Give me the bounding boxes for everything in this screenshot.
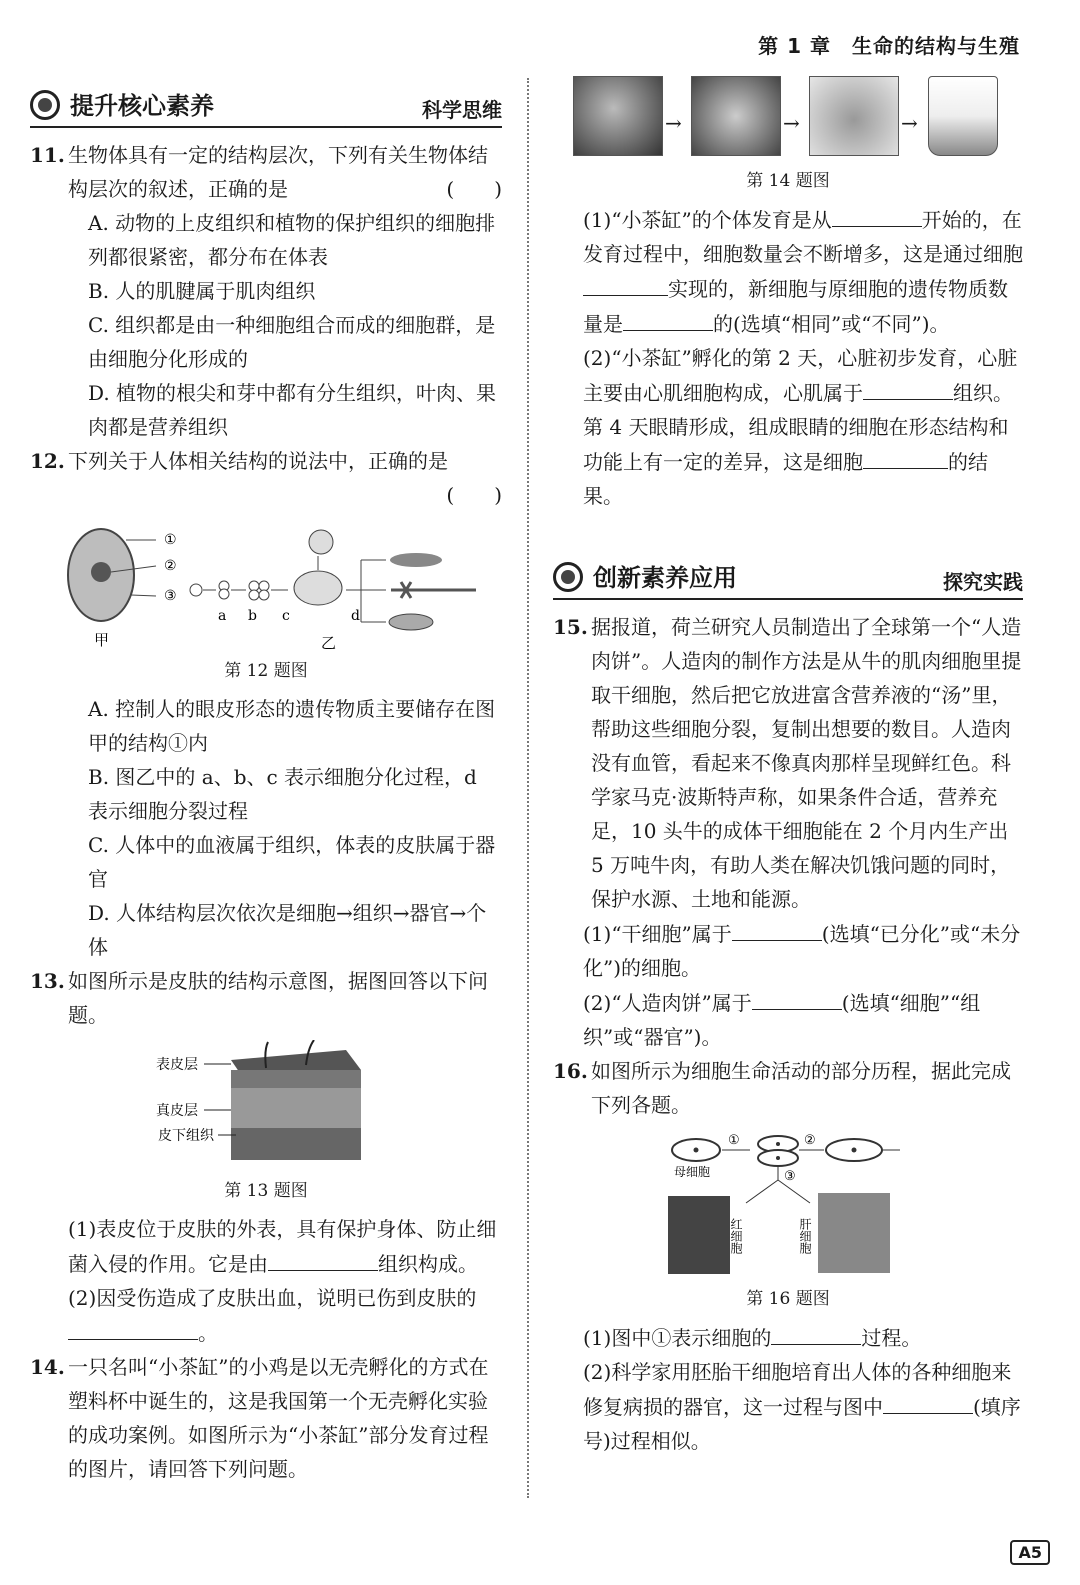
- option: [30, 828, 502, 896]
- step-1: ①: [728, 1133, 740, 1148]
- marker-3: ③: [164, 588, 177, 604]
- question-number: 11.: [30, 143, 65, 167]
- answer-paren: ( ): [446, 483, 502, 507]
- answer-blank[interactable]: [832, 202, 922, 227]
- figure-12: [56, 520, 476, 650]
- sub-text: 。: [198, 1321, 218, 1345]
- section-badge-icon: [30, 90, 60, 120]
- muscle-cell: [390, 553, 442, 567]
- question-13: [30, 964, 502, 1032]
- question-15: [553, 610, 1023, 916]
- sub-text: 的结果。: [583, 450, 988, 508]
- arrow-icon: →: [901, 111, 918, 135]
- liver-cells-photo: [818, 1193, 890, 1273]
- sub-text: (1)“小茶缸”的个体发育是从: [583, 208, 832, 232]
- sub-question: [553, 916, 1023, 985]
- nerve-cell: [391, 582, 476, 598]
- label-dermis: 真皮层: [156, 1103, 198, 1119]
- question-11: [30, 138, 502, 206]
- answer-blank[interactable]: [268, 1246, 378, 1271]
- section-core-header: [30, 86, 502, 128]
- blood-cells: [389, 614, 433, 630]
- option: [30, 760, 502, 828]
- sub-text: (填序号)过程相似。: [583, 1395, 1021, 1453]
- figure-caption: 第 14 题图: [746, 171, 830, 191]
- egg-photo-3: [809, 76, 899, 156]
- figure-caption: 第 13 题图: [224, 1181, 308, 1201]
- sub-text: (2)“小茶缸”孵化的第 2 天，心脏初步发育，心脏主要由心肌细胞构成，心肌属于: [583, 346, 1018, 405]
- option: [30, 206, 502, 274]
- left-column: [30, 138, 502, 1486]
- question-number: 14.: [30, 1355, 65, 1379]
- sub-text: 组织构成。: [378, 1252, 478, 1276]
- dermis-block: [231, 1088, 361, 1128]
- sub-question: [553, 1320, 1023, 1355]
- arrow-icon: →: [665, 111, 682, 135]
- marker-1: ①: [164, 532, 177, 548]
- egg-photo-1: [573, 76, 663, 156]
- figure-16: [668, 1128, 908, 1278]
- epidermis-block: [231, 1070, 361, 1088]
- sub-question: [553, 341, 1023, 513]
- option-text: D. 人体结构层次依次是细胞→组织→器官→个体: [88, 901, 487, 959]
- answer-blank[interactable]: [583, 271, 668, 296]
- pointer-line: [131, 595, 156, 596]
- sub-question: [553, 985, 1023, 1054]
- figure-12-svg: [56, 520, 476, 650]
- sub-text: (1)图中①表示细胞的: [583, 1326, 772, 1350]
- answer-blank[interactable]: [623, 306, 713, 331]
- step-2: ②: [804, 1133, 816, 1148]
- question-16: [553, 1054, 1023, 1122]
- step-3: ③: [784, 1169, 796, 1184]
- sub-text: (1)表皮位于皮肤的外表，具有保护身体、防止细菌入侵的作用。它是由: [68, 1217, 497, 1276]
- section-innov-header: [553, 558, 1023, 600]
- answer-blank[interactable]: [68, 1315, 198, 1340]
- label-subcutaneous: 皮下组织: [158, 1128, 214, 1144]
- sub-text: 的(选填“相同”或“不同”)。: [713, 312, 950, 336]
- sub-question: [553, 1355, 1023, 1458]
- sub-question: [553, 202, 1023, 341]
- column-divider: [527, 78, 529, 1498]
- sub-question: [30, 1281, 502, 1350]
- question-number: 15.: [553, 615, 588, 639]
- option: [30, 692, 502, 760]
- option-text: A. 动物的上皮组织和植物的保护组织的细胞排列都很紧密，都分布在体表: [88, 211, 496, 269]
- option: [30, 896, 502, 964]
- option-text: B. 图乙中的 a、b、c 表示细胞分化过程，d 表示细胞分裂过程: [88, 765, 477, 823]
- sub-text: 实现的，新细胞与原细胞的遗传物质数量是: [583, 277, 1008, 336]
- sub-text: 组织。第 4 天眼睛形成，组成眼睛的细胞在形态结构和功能上有一定的差异，这是细胞: [583, 381, 1013, 474]
- red-cells-photo: [668, 1196, 730, 1274]
- right-column-lower: [553, 610, 1023, 1458]
- subcutaneous-block: [231, 1128, 361, 1160]
- question-number: 16.: [553, 1059, 588, 1083]
- cup-photo: [928, 76, 998, 156]
- sub-text: (2)“人造肉饼”属于: [583, 991, 752, 1015]
- figure-14: [573, 72, 1003, 160]
- question-14: [30, 1350, 502, 1486]
- question-12: [30, 444, 502, 478]
- section-tag: 科学思维: [422, 98, 502, 122]
- answer-paren: ( ): [446, 177, 502, 201]
- question-stem: 如图所示为细胞生命活动的部分历程，据此完成下列各题。: [591, 1059, 1011, 1117]
- option-text: C. 人体中的血液属于组织，体表的皮肤属于器官: [88, 833, 496, 891]
- option-text: B. 人的肌腱属于肌肉组织: [88, 279, 316, 303]
- marker-2: ②: [164, 558, 177, 574]
- label-c: c: [282, 608, 290, 624]
- option: [30, 274, 502, 308]
- option: [30, 376, 502, 444]
- cell-cluster: [294, 571, 342, 605]
- right-column: [553, 72, 1023, 513]
- skin-diagram: [156, 1040, 376, 1170]
- label-mother: 母细胞: [674, 1165, 711, 1179]
- egg-photo-2: [691, 76, 781, 156]
- sub-text: (2)科学家用胚胎干细胞培育出人体的各种细胞来修复病损的器官，这一过程与图中: [583, 1360, 1012, 1419]
- option-text: D. 植物的根尖和芽中都有分生组织，叶肉、果肉都是营养组织: [88, 381, 497, 439]
- arrow-icon: →: [783, 111, 800, 135]
- figure-caption: 第 16 题图: [746, 1289, 830, 1309]
- chapter-header: 第 1 章 生命的结构与生殖: [758, 34, 1020, 58]
- label-jia: 甲: [94, 631, 110, 649]
- label-a: a: [218, 608, 227, 624]
- label-b: b: [248, 608, 257, 624]
- answer-blank[interactable]: [752, 985, 842, 1010]
- cell-process-diagram: [668, 1128, 908, 1278]
- question-number: 12.: [30, 449, 65, 473]
- sub-text: (1)“干细胞”属于: [583, 922, 732, 946]
- answer-blank[interactable]: [771, 1320, 861, 1345]
- label-red: 红细胞: [729, 1218, 743, 1254]
- question-stem: 生物体具有一定的结构层次，下列有关生物体结构层次的叙述，正确的是: [68, 143, 488, 201]
- figure-caption: 第 12 题图: [224, 661, 308, 681]
- label-yi: 乙: [321, 634, 337, 650]
- sub-text: 开始的，在发育过程中，细胞数量会不断增多，这是通过细胞: [583, 208, 1023, 266]
- nucleus: [91, 562, 111, 582]
- label-d: d: [351, 608, 360, 624]
- sub-text: (2)因受伤造成了皮肤出血，说明已伤到皮肤的: [68, 1286, 477, 1310]
- label-epidermis: 表皮层: [156, 1057, 198, 1073]
- figure-13: [156, 1040, 376, 1170]
- question-number: 13.: [30, 969, 65, 993]
- label-liver: 肝细胞: [798, 1218, 812, 1254]
- option-text: A. 控制人的眼皮形态的遗传物质主要储存在图甲的结构①内: [88, 697, 496, 755]
- sub-question: [30, 1212, 502, 1281]
- option: [30, 308, 502, 376]
- answer-blank[interactable]: [883, 1389, 973, 1414]
- question-stem: 下列关于人体相关结构的说法中，正确的是: [68, 449, 448, 473]
- question-stem: 如图所示是皮肤的结构示意图，据图回答以下问题。: [68, 969, 488, 1027]
- answer-blank[interactable]: [863, 375, 953, 400]
- answer-blank[interactable]: [732, 916, 822, 941]
- sub-text: (选填“已分化”或“未分化”)的细胞。: [583, 922, 1021, 980]
- question-stem: 据报道，荷兰研究人员制造出了全球第一个“人造肉饼”。人造肉的制作方法是从牛的肌肉细胞里提取干细胞，然后把它放进富含营养液的“汤”里，帮助这些细胞分裂，复制出想要的数目。人造肉没有血管，看起来不像真肉那样呈现鲜红色。科学家马克·波斯特声称，如果条件合适，营养充足，10 头牛的成体干细胞能在 2 个月内生产出 5 万吨牛肉，有助人类在解决饥饿问题的同时，保护水源、土地和能源。: [591, 615, 1022, 911]
- zygote-a: [190, 584, 202, 596]
- answer-blank[interactable]: [863, 444, 948, 469]
- question-stem: 一只名叫“小茶缸”的小鸡是以无壳孵化的方式在塑料杯中诞生的，这是我国第一个无壳孵化实验的成功案例。如图所示为“小茶缸”部分发育过程的图片，请回答下列问题。: [68, 1355, 489, 1481]
- section-tag: 探究实践: [943, 570, 1023, 594]
- option-text: C. 组织都是由一种细胞组合而成的细胞群，是由细胞分化形成的: [88, 313, 496, 371]
- section-badge-icon: [553, 562, 583, 592]
- section-title: 提升核心素养: [70, 92, 214, 120]
- sub-text: 过程。: [861, 1326, 922, 1350]
- sub-text: (选填“细胞”“组织”或“器官”)。: [583, 991, 981, 1049]
- page-number: A5: [1010, 1540, 1050, 1565]
- section-title: 创新素养应用: [593, 564, 737, 592]
